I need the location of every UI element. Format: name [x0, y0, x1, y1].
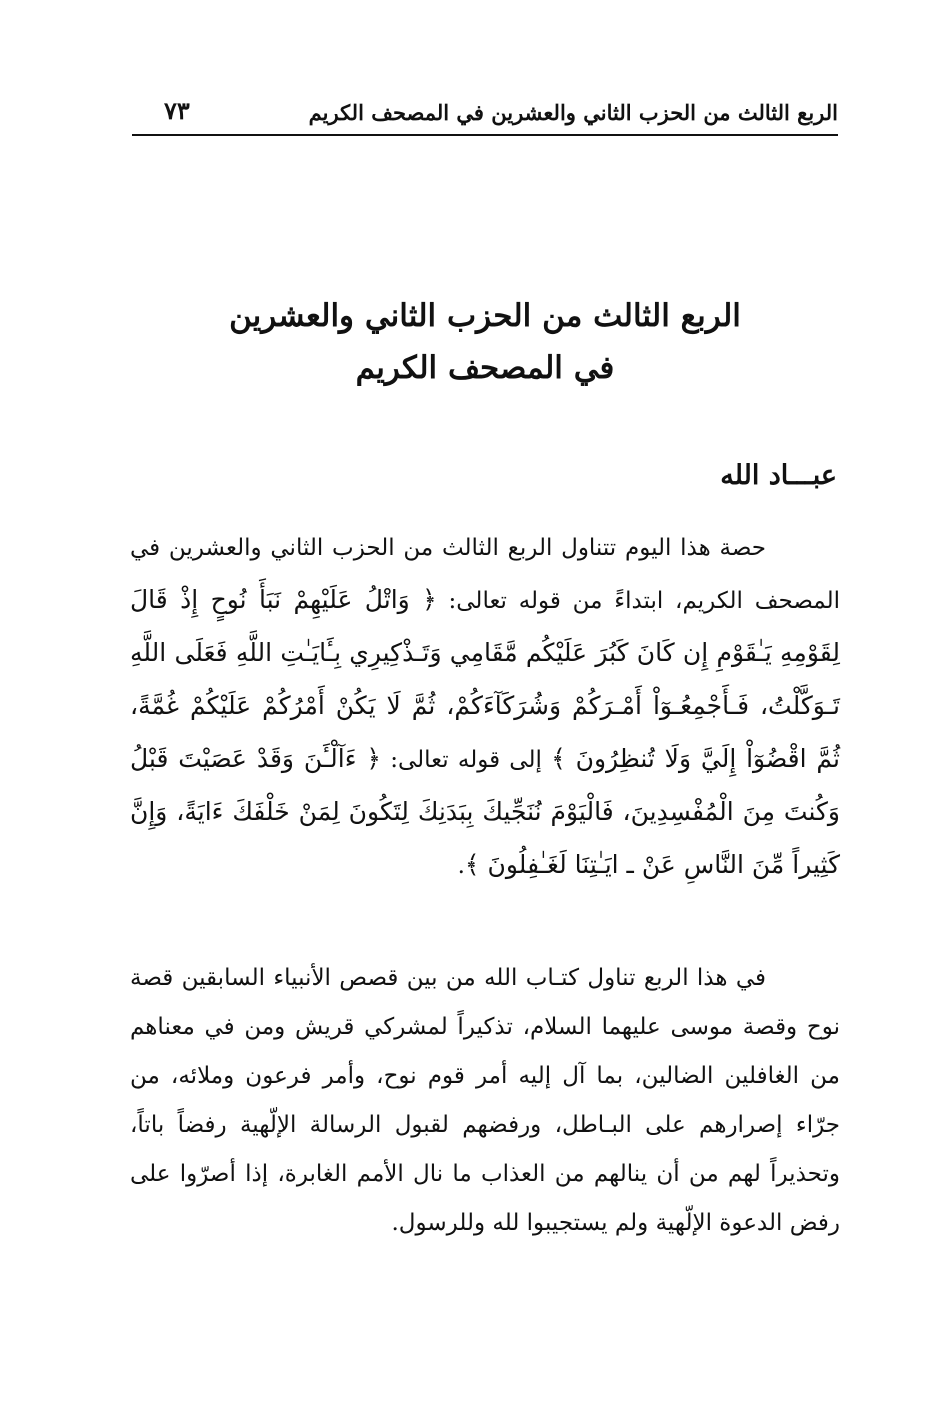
- body-text: في هذا الربع تناول كتـاب الله من بين قصص الأنبياء السابقين قصة نوح وقصة موسى عليهما السلام، تذكيراً لمشركي قريش ومن في معناهم من الغافلين الضالين، بما آل إليه أمر قوم نوح، وأمر فرعون وملائه، من جرّاء إصرارهم على البـاطل، ورفضهم لقبول الرسالة الإلّهية رفضاً باتاً، وتحذيراً لهم من أن ينالهم من العذاب ما نال الأمم الغابرة، إذا أصرّوا على رفض الدعوة الإلّهية ولم يستجيبوا لله وللرسول.: [130, 965, 840, 1236]
- connector-text: إلى قوله تعالى:: [390, 747, 542, 773]
- paragraph-body: [130, 954, 840, 1248]
- intro-text: حصة هذا اليوم تتناول الربع الثالث من الحزب الثاني والعشرين في المصحف الكريم، ابتداءً من قوله تعالى:: [130, 535, 840, 614]
- running-header: [132, 96, 838, 140]
- header-rule: [132, 134, 838, 136]
- chapter-title-line-1: الربع الثالث من الحزب الثاني والعشرين: [229, 298, 741, 334]
- section-heading: عبـــاد الله: [720, 460, 837, 491]
- quran-verse-1: ﴿ وَاتْلُ عَلَيْهِمْ نَبَأَ نُوحٍ إِذْ قَالَ لِقَوْمِهِ يَـٰقَوْمِ إِن كَانَ كَبُرَ عَلَيْكُم مَّقَامِي وَتَـذْكِيرِي بِـَٔايَـٰتِ اللَّهِ فَعَلَى اللَّهِ تَـوَكَّلْتُ، فَـأَجْمِعُـوٓاْ أَمْـرَكُمْ وَشُرَكَآءَكُمْ، ثُمَّ لَا يَكُنْ أَمْرُكُمْ عَلَيْكُمْ غُمَّةً، ثُمَّ اقْضُوٓاْ إِلَيَّ وَلَا تُنظِرُونَ ﴾: [130, 585, 841, 773]
- quran-verse-2: ﴿ ءَآلْـَٔنَ وَقَدْ عَصَيْتَ قَبْلُ وَكُنتَ مِنَ الْمُفْسِدِينَ، فَالْيَوْمَ نُنَجِّيكَ بِبَدَنِكَ لِتَكُونَ لِمَنْ خَلْفَكَ ءَايَةً، وَإِنَّ كَثِيراً مِّنَ النَّاسِ عَنْ ـ ايَـٰتِنَا لَغَـٰفِلُونَ ﴾: [130, 744, 840, 879]
- paragraph-end-mark: .: [457, 853, 465, 879]
- chapter-title-line-2: في المصحف الكريم: [355, 350, 615, 386]
- paragraph-intro: [130, 522, 840, 892]
- page-number: ٧٣: [164, 96, 190, 125]
- running-title: الربع الثالث من الحزب الثاني والعشرين في المصحف الكريم: [308, 100, 838, 125]
